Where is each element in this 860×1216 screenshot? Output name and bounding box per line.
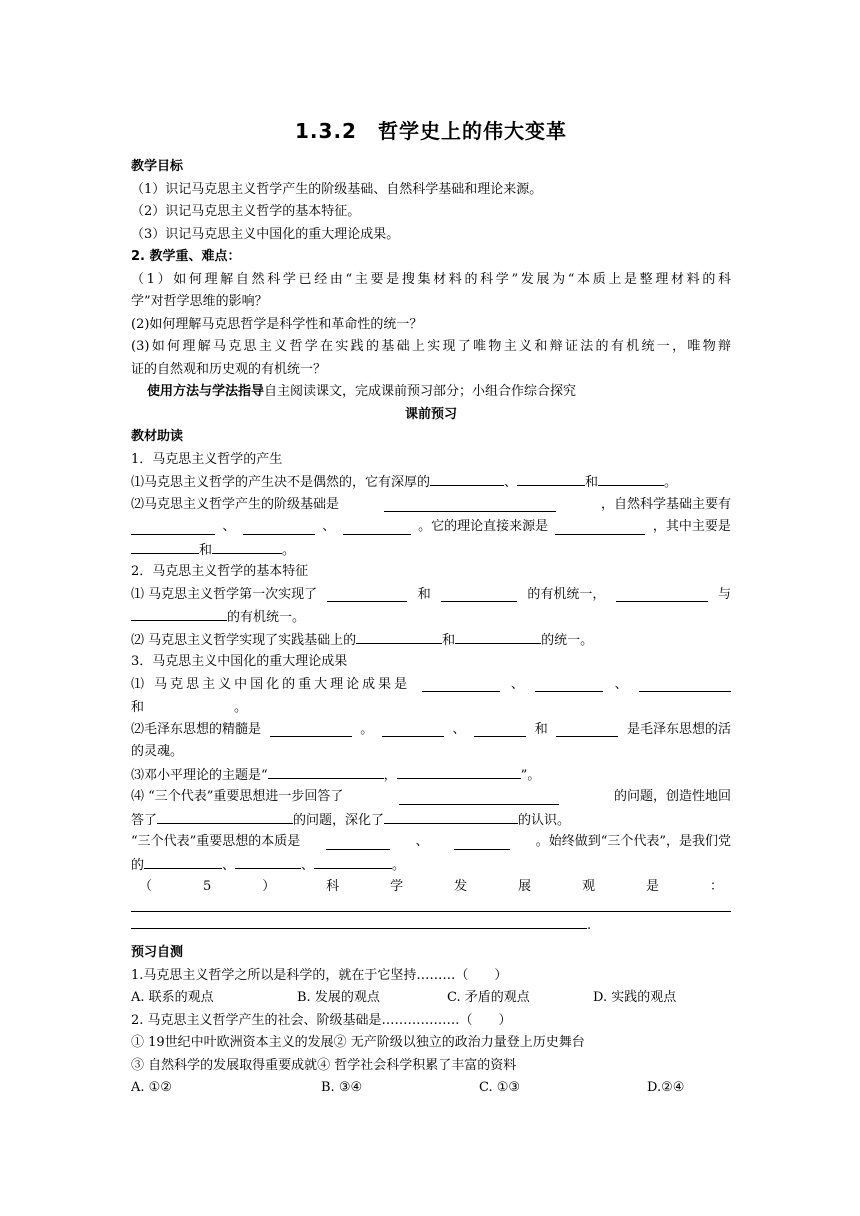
question-text: 是	[646, 879, 660, 894]
blank[interactable]	[535, 677, 603, 692]
question-line	[131, 854, 731, 877]
question-text: 的统一。	[541, 632, 594, 648]
question-text: （	[139, 879, 153, 894]
blank[interactable]	[235, 854, 301, 869]
blank[interactable]	[556, 722, 618, 737]
blank[interactable]	[517, 471, 585, 486]
blank[interactable]	[326, 835, 390, 850]
blank[interactable]	[474, 722, 526, 737]
question-text: 和	[585, 475, 599, 490]
section-heading: 2．马克思主义哲学的基本特征	[131, 564, 309, 579]
question-text: 发	[454, 879, 468, 894]
question-line	[131, 696, 731, 719]
question-text: 的有机统一。	[227, 610, 306, 625]
question-line	[131, 606, 731, 629]
key-points-heading: 2. 教学重、难点：	[131, 249, 241, 264]
blank[interactable]	[327, 587, 407, 602]
method-text: 自主阅读课文，完成课前预习部分；小组合作综合探究	[264, 384, 577, 399]
question-text: 。	[392, 857, 406, 873]
option-c[interactable]: C. ①③	[479, 1080, 521, 1095]
goals-heading: 教学目标	[131, 159, 184, 174]
question-text: 的问题，深化了	[293, 812, 385, 828]
question-text: 。	[664, 475, 678, 490]
question-text: ，	[383, 767, 397, 783]
answer-options	[131, 1077, 731, 1100]
question-line	[131, 914, 731, 937]
question-line	[131, 516, 731, 539]
blank[interactable]	[131, 606, 227, 621]
question-line	[131, 539, 731, 562]
blank[interactable]	[454, 835, 510, 850]
question-text: 展	[518, 879, 532, 894]
question-text: 5	[202, 879, 212, 894]
blank[interactable]	[384, 809, 518, 824]
option-a[interactable]: A. ①②	[131, 1080, 172, 1095]
blank[interactable]	[268, 764, 384, 779]
question-text: 的有机统一，	[527, 586, 606, 602]
question-line: 的灵魂。	[131, 744, 184, 759]
question-text: 、	[322, 519, 336, 534]
question-text: 、	[614, 676, 628, 692]
question-text: 和	[417, 586, 431, 602]
question-text: ⑵马克思主义哲学产生的阶级基础是	[131, 496, 340, 512]
answer-options	[131, 987, 731, 1010]
question-text: ⑷ “三个代表”重要思想进一步回答了	[131, 789, 344, 804]
self-test-heading: 预习自测	[131, 945, 184, 960]
question-text: 的问题，创造性地回	[613, 789, 731, 804]
question-text: 的	[131, 857, 145, 873]
blank[interactable]	[639, 677, 731, 692]
question-text: ，自然科学基础主要有	[600, 496, 731, 512]
page-title: 1.3.2 哲学史上的伟大变革	[295, 119, 567, 143]
question-text: 、	[504, 475, 518, 490]
test-statement: ① 19世纪中叶欧洲资本主义的发展② 无产阶级以独立的政治力量登上历史舞台	[131, 1035, 585, 1050]
goal-item: （1）识记马克思主义哲学产生的阶级基础、自然科学基础和理论来源。	[131, 181, 543, 197]
question-text: 和	[131, 700, 145, 715]
question-text: ⑶邓小平理论的主题是“	[131, 767, 268, 783]
blank[interactable]	[131, 914, 587, 929]
question-text: ⑴马克思主义哲学的产生决不是偶然的，它有深厚的	[131, 475, 431, 490]
blank[interactable]	[555, 520, 645, 535]
blank[interactable]	[384, 497, 556, 512]
question-text: 的认识。	[518, 812, 571, 828]
blank[interactable]	[397, 764, 521, 779]
blank[interactable]	[131, 520, 215, 535]
method-label: 使用方法与学法指导	[147, 384, 265, 399]
question-text: 、	[452, 721, 466, 737]
question-text: 学	[390, 879, 404, 894]
question-text: ，其中主要是	[652, 519, 731, 534]
blank[interactable]	[270, 722, 352, 737]
question-text: 是毛泽东思想的活	[626, 721, 731, 737]
blank[interactable]	[212, 539, 282, 554]
blank[interactable]	[399, 790, 559, 805]
question-text: 、	[415, 834, 429, 849]
question-text: 、	[222, 519, 236, 534]
blank[interactable]	[598, 471, 664, 486]
question-text: 、	[510, 676, 524, 692]
question-line	[131, 764, 731, 787]
question-text: 。	[234, 700, 248, 715]
question-line	[131, 471, 731, 494]
question-line	[131, 809, 731, 832]
key-point-line: 学”对哲学思维的影响？	[131, 294, 268, 309]
blank[interactable]	[131, 539, 199, 554]
question-text: 和	[442, 632, 456, 648]
question-line	[131, 831, 731, 854]
question-text: 、	[301, 857, 315, 873]
blank[interactable]	[616, 587, 708, 602]
test-question: 1.马克思主义哲学之所以是科学的，就在于它坚持………（ ）	[131, 967, 508, 983]
test-statement: ③ 自然科学的发展取得重要成就④ 哲学社会科学积累了丰富的资料	[131, 1057, 517, 1073]
blank[interactable]	[455, 629, 541, 644]
blank[interactable]	[144, 854, 222, 869]
goal-item: （2）识记马克思主义哲学的基本特征。	[131, 204, 361, 219]
question-line	[131, 584, 731, 607]
question-text: 科	[326, 879, 340, 894]
question-text: ）	[262, 879, 276, 894]
blank[interactable]	[441, 587, 517, 602]
key-point-line: 证的自然观和历史观的有机统一？	[131, 361, 327, 377]
question-text: ”。	[520, 767, 541, 783]
goal-item: （3）识记马克思主义中国化的重大理论成果。	[131, 226, 400, 242]
question-text: 。始终做到“三个代表”，是我们党	[535, 834, 731, 849]
question-text: 。	[360, 721, 374, 737]
question-text: ⑵毛泽东思想的精髓是	[131, 721, 262, 737]
blank[interactable]	[382, 722, 444, 737]
option-b[interactable]: B. 发展的观点	[297, 990, 380, 1005]
option-d[interactable]: D.②④	[647, 1080, 685, 1095]
blank[interactable]	[430, 471, 504, 486]
test-question: 2. 马克思主义哲学产生的社会、阶级基础是………………（ ）	[131, 1012, 512, 1028]
method-line	[131, 381, 731, 404]
question-text: ⑴ 马克思主义哲学第一次实现了	[131, 586, 318, 602]
blank[interactable]	[343, 520, 411, 535]
question-text: 、	[222, 857, 236, 873]
question-text: 。它的理论直接来源是	[418, 519, 549, 534]
question-text: ：	[709, 879, 723, 894]
section-heading: 1．马克思主义哲学的产生	[131, 451, 283, 467]
answer-line[interactable]	[131, 899, 731, 912]
question-text: 。	[282, 542, 296, 558]
key-point-line: (3)如何理解马克思主义哲学在实践的基础上实现了唯物主义和辩证法的有机统一，唯物辩	[131, 339, 731, 354]
option-b[interactable]: B. ③④	[321, 1080, 363, 1095]
question-text: .	[587, 917, 592, 933]
key-point-line: (2)如何理解马克思哲学是科学性和革命性的统一？	[131, 316, 423, 332]
option-c[interactable]: C. 矛盾的观点	[447, 990, 530, 1005]
option-d[interactable]: D. 实践的观点	[593, 990, 677, 1005]
question-line	[131, 719, 731, 742]
question-text: “三个代表”重要思想的本质是	[131, 834, 301, 849]
question-text: ⑵ 马克思主义哲学实现了实践基础上的	[131, 632, 357, 648]
reading-heading: 教材助读	[131, 429, 184, 444]
question-line	[131, 674, 731, 697]
question-line	[131, 494, 731, 517]
preview-heading: 课前预习	[404, 406, 457, 422]
blank[interactable]	[314, 854, 392, 869]
question-text: 与	[717, 586, 731, 602]
option-a[interactable]: A. 联系的观点	[131, 990, 214, 1005]
section-heading: 3．马克思主义中国化的重大理论成果	[131, 654, 348, 669]
question-text: 观	[582, 879, 596, 894]
question-text: 和	[534, 721, 548, 737]
question-line	[131, 629, 731, 652]
question-text: 答了	[131, 812, 158, 828]
blank[interactable]	[144, 696, 234, 711]
question-line	[131, 786, 731, 809]
key-point-line: （1）如何理解自然科学已经由“主要是搜集材料的科学”发展为“本质上是整理材料的科	[131, 271, 731, 287]
blank[interactable]	[243, 520, 315, 535]
blank[interactable]	[422, 677, 500, 692]
blank[interactable]	[356, 629, 442, 644]
document-page	[131, 118, 731, 1100]
question-text: 和	[199, 542, 213, 558]
blank[interactable]	[157, 809, 293, 824]
question-text: ⑴ 马克思主义中国化的重大理论成果是	[131, 676, 411, 692]
question-line	[131, 876, 731, 899]
